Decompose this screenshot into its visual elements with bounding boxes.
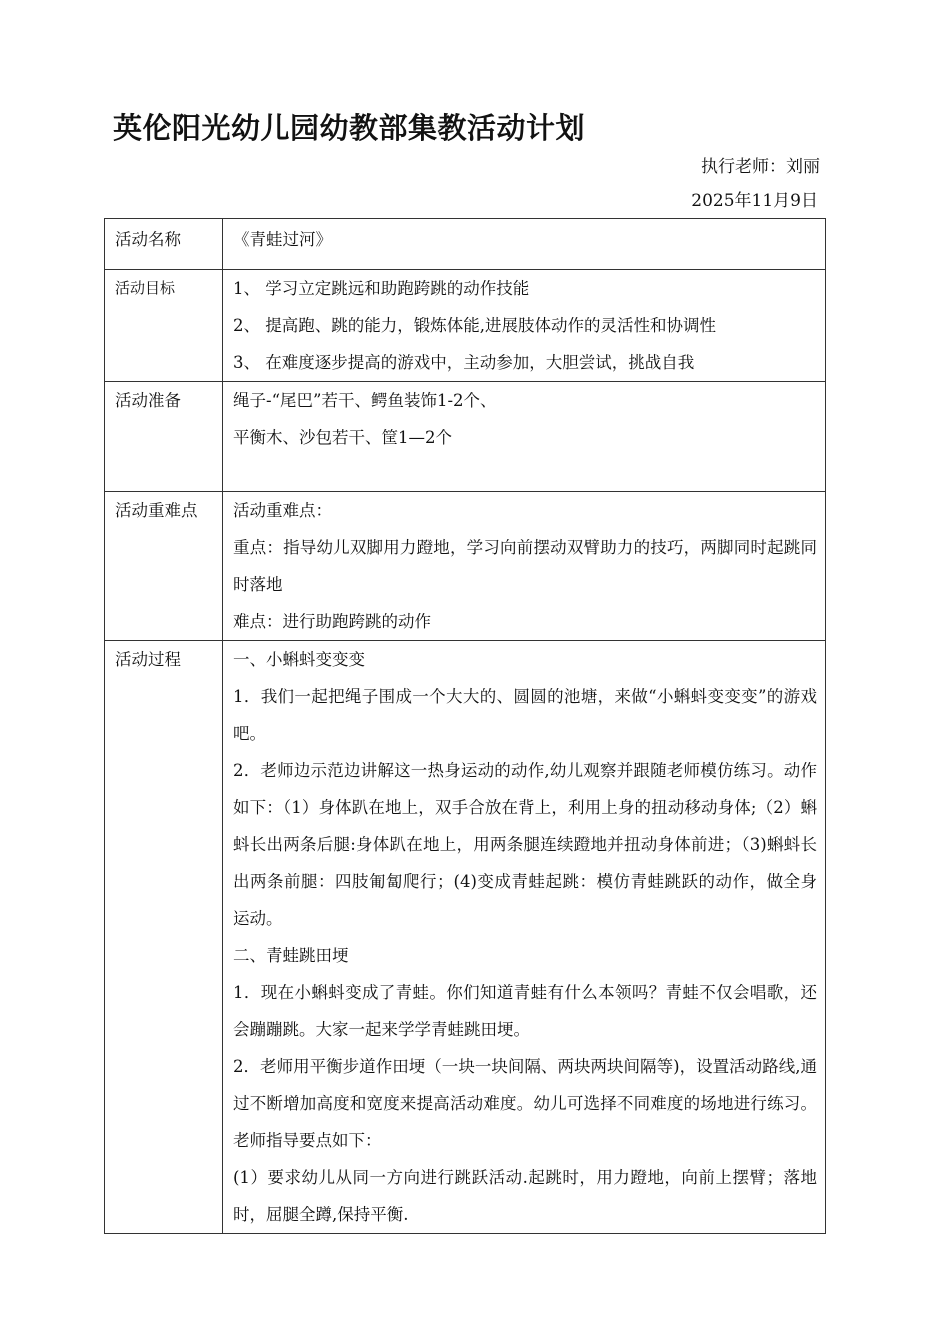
key-points-line: 重点：指导幼儿双脚用力蹬地，学习向前摆动双臂助力的技巧，两脚同时起跳同时落地 [233, 538, 817, 594]
table-row [105, 492, 826, 641]
table-row [105, 270, 826, 382]
goal-item: 2、 提高跑、跳的能力，锻炼体能,进展肢体动作的灵活性和协调性 [233, 316, 716, 335]
process-label: 活动过程 [105, 641, 223, 1234]
document-title: 英伦阳光幼儿园幼教部集教活动计划 [113, 111, 586, 145]
plan-date: 2025年11月9日 [691, 191, 818, 211]
activity-name-text: 《青蛙过河》 [233, 230, 332, 249]
activity-name-label: 活动名称 [105, 219, 223, 270]
goal-item: 3、 在难度逐步提高的游戏中，主动参加，大胆尝试，挑战自我 [233, 353, 695, 372]
preparation-line: 平衡木、沙包若干、筐1—2个 [233, 428, 452, 447]
key-points-content [223, 492, 826, 641]
teacher-name: 执行老师：刘丽 [701, 157, 820, 177]
preparation-label: 活动准备 [105, 382, 223, 492]
goal-item: 1、 学习立定跳远和助跑跨跳的动作技能 [233, 279, 530, 298]
process-step: 1．我们一起把绳子围成一个大大的、圆圆的池塘，来做“小蝌蚪变变变”的游戏吧。 [233, 687, 817, 743]
process-content [223, 641, 826, 1234]
key-points-line: 难点：进行助跑跨跳的动作 [233, 612, 431, 631]
table-row [105, 382, 826, 492]
process-step: 2．老师用平衡步道作田埂（一块一块间隔、两块两块间隔等)，设置活动路线,通过不断增加高度和宽度来提高活动难度。幼儿可选择不同难度的场地进行练习。老师指导要点如下： [233, 1057, 817, 1150]
activity-plan-table [104, 218, 826, 1234]
process-step: 1．现在小蝌蚪变成了青蛙。你们知道青蛙有什么本领吗？青蛙不仅会唱歌，还会蹦蹦跳。大家一起来学学青蛙跳田埂。 [233, 983, 817, 1039]
key-points-label: 活动重难点 [105, 492, 223, 641]
process-step: 2．老师边示范边讲解这一热身运动的动作,幼儿观察并跟随老师模仿练习。动作如下：（1）身体趴在地上，双手合放在背上，利用上身的扭动移动身体;（2）蝌蚪长出两条后腿:身体趴在地上，用两条腿连续蹬地并扭动身体前进；（3)蝌蚪长出两条前腿：四肢匍匐爬行；(4)变成青蛙起跳：模仿青蛙跳跃的动作，做全身运动。 [233, 761, 817, 928]
preparation-line: 绳子-“尾巴”若干、鳄鱼装饰1-2个、 [233, 391, 497, 410]
activity-name-value [223, 219, 826, 270]
process-step: (1）要求幼儿从同一方向进行跳跃活动.起跳时，用力蹬地，向前上摆臂；落地时，屈腿全蹲,保持平衡. [233, 1168, 817, 1224]
key-points-line: 活动重难点： [233, 501, 332, 520]
process-heading: 二、青蛙跳田埂 [233, 946, 349, 965]
preparation-content [223, 382, 826, 492]
table-row [105, 641, 826, 1234]
goals-label: 活动目标 [105, 270, 223, 382]
table-row [105, 219, 826, 270]
process-heading: 一、小蝌蚪变变变 [233, 650, 365, 669]
goals-content [223, 270, 826, 382]
